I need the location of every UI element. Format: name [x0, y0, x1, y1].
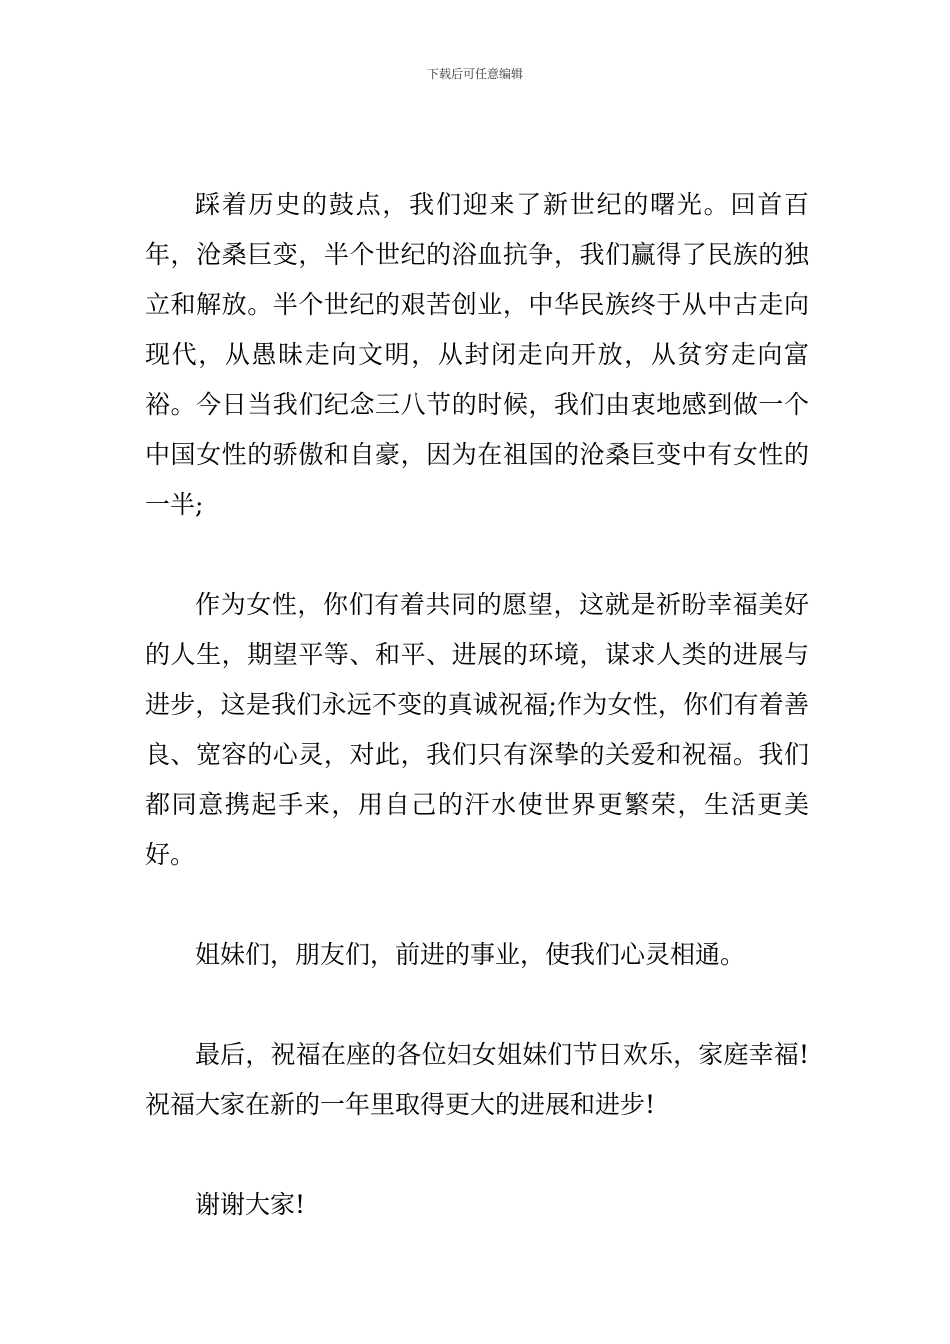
paragraph-closing-wishes: 最后，祝福在座的各位妇女姐妹们节日欢乐，家庭幸福!祝福大家在新的一年里取得更大的进展和进步!	[145, 1040, 809, 1119]
paragraph-history: 踩着历史的鼓点，我们迎来了新世纪的曙光。回首百年，沧桑巨变，半个世纪的浴血抗争，我们赢得了民族的独立和解放。半个世纪的艰苦创业，中华民族终于从中古走向现代，从愚昧走向文明，从封闭走向开放，从贫穷走向富裕。今日当我们纪念三八节的时候，我们由衷地感到做一个中国女性的骄傲和自豪，因为在祖国的沧桑巨变中有女性的一半;	[145, 190, 809, 519]
paragraph-sisters: 姐妹们，朋友们，前进的事业，使我们心灵相通。	[195, 940, 746, 969]
paragraph-women-wishes: 作为女性，你们有着共同的愿望，这就是祈盼幸福美好的人生，期望平等、和平、进展的环境，谋求人类的进展与进步，这是我们永远不变的真诚祝福;作为女性，你们有着善良、宽容的心灵，对此，我们只有深挚的关爱和祝福。我们都同意携起手来，用自己的汗水使世界更繁荣，生活更美好。	[145, 590, 809, 869]
page-header: 下载后可任意编辑	[426, 67, 523, 81]
document-body	[145, 180, 809, 1230]
paragraph-thanks: 谢谢大家!	[195, 1190, 306, 1219]
